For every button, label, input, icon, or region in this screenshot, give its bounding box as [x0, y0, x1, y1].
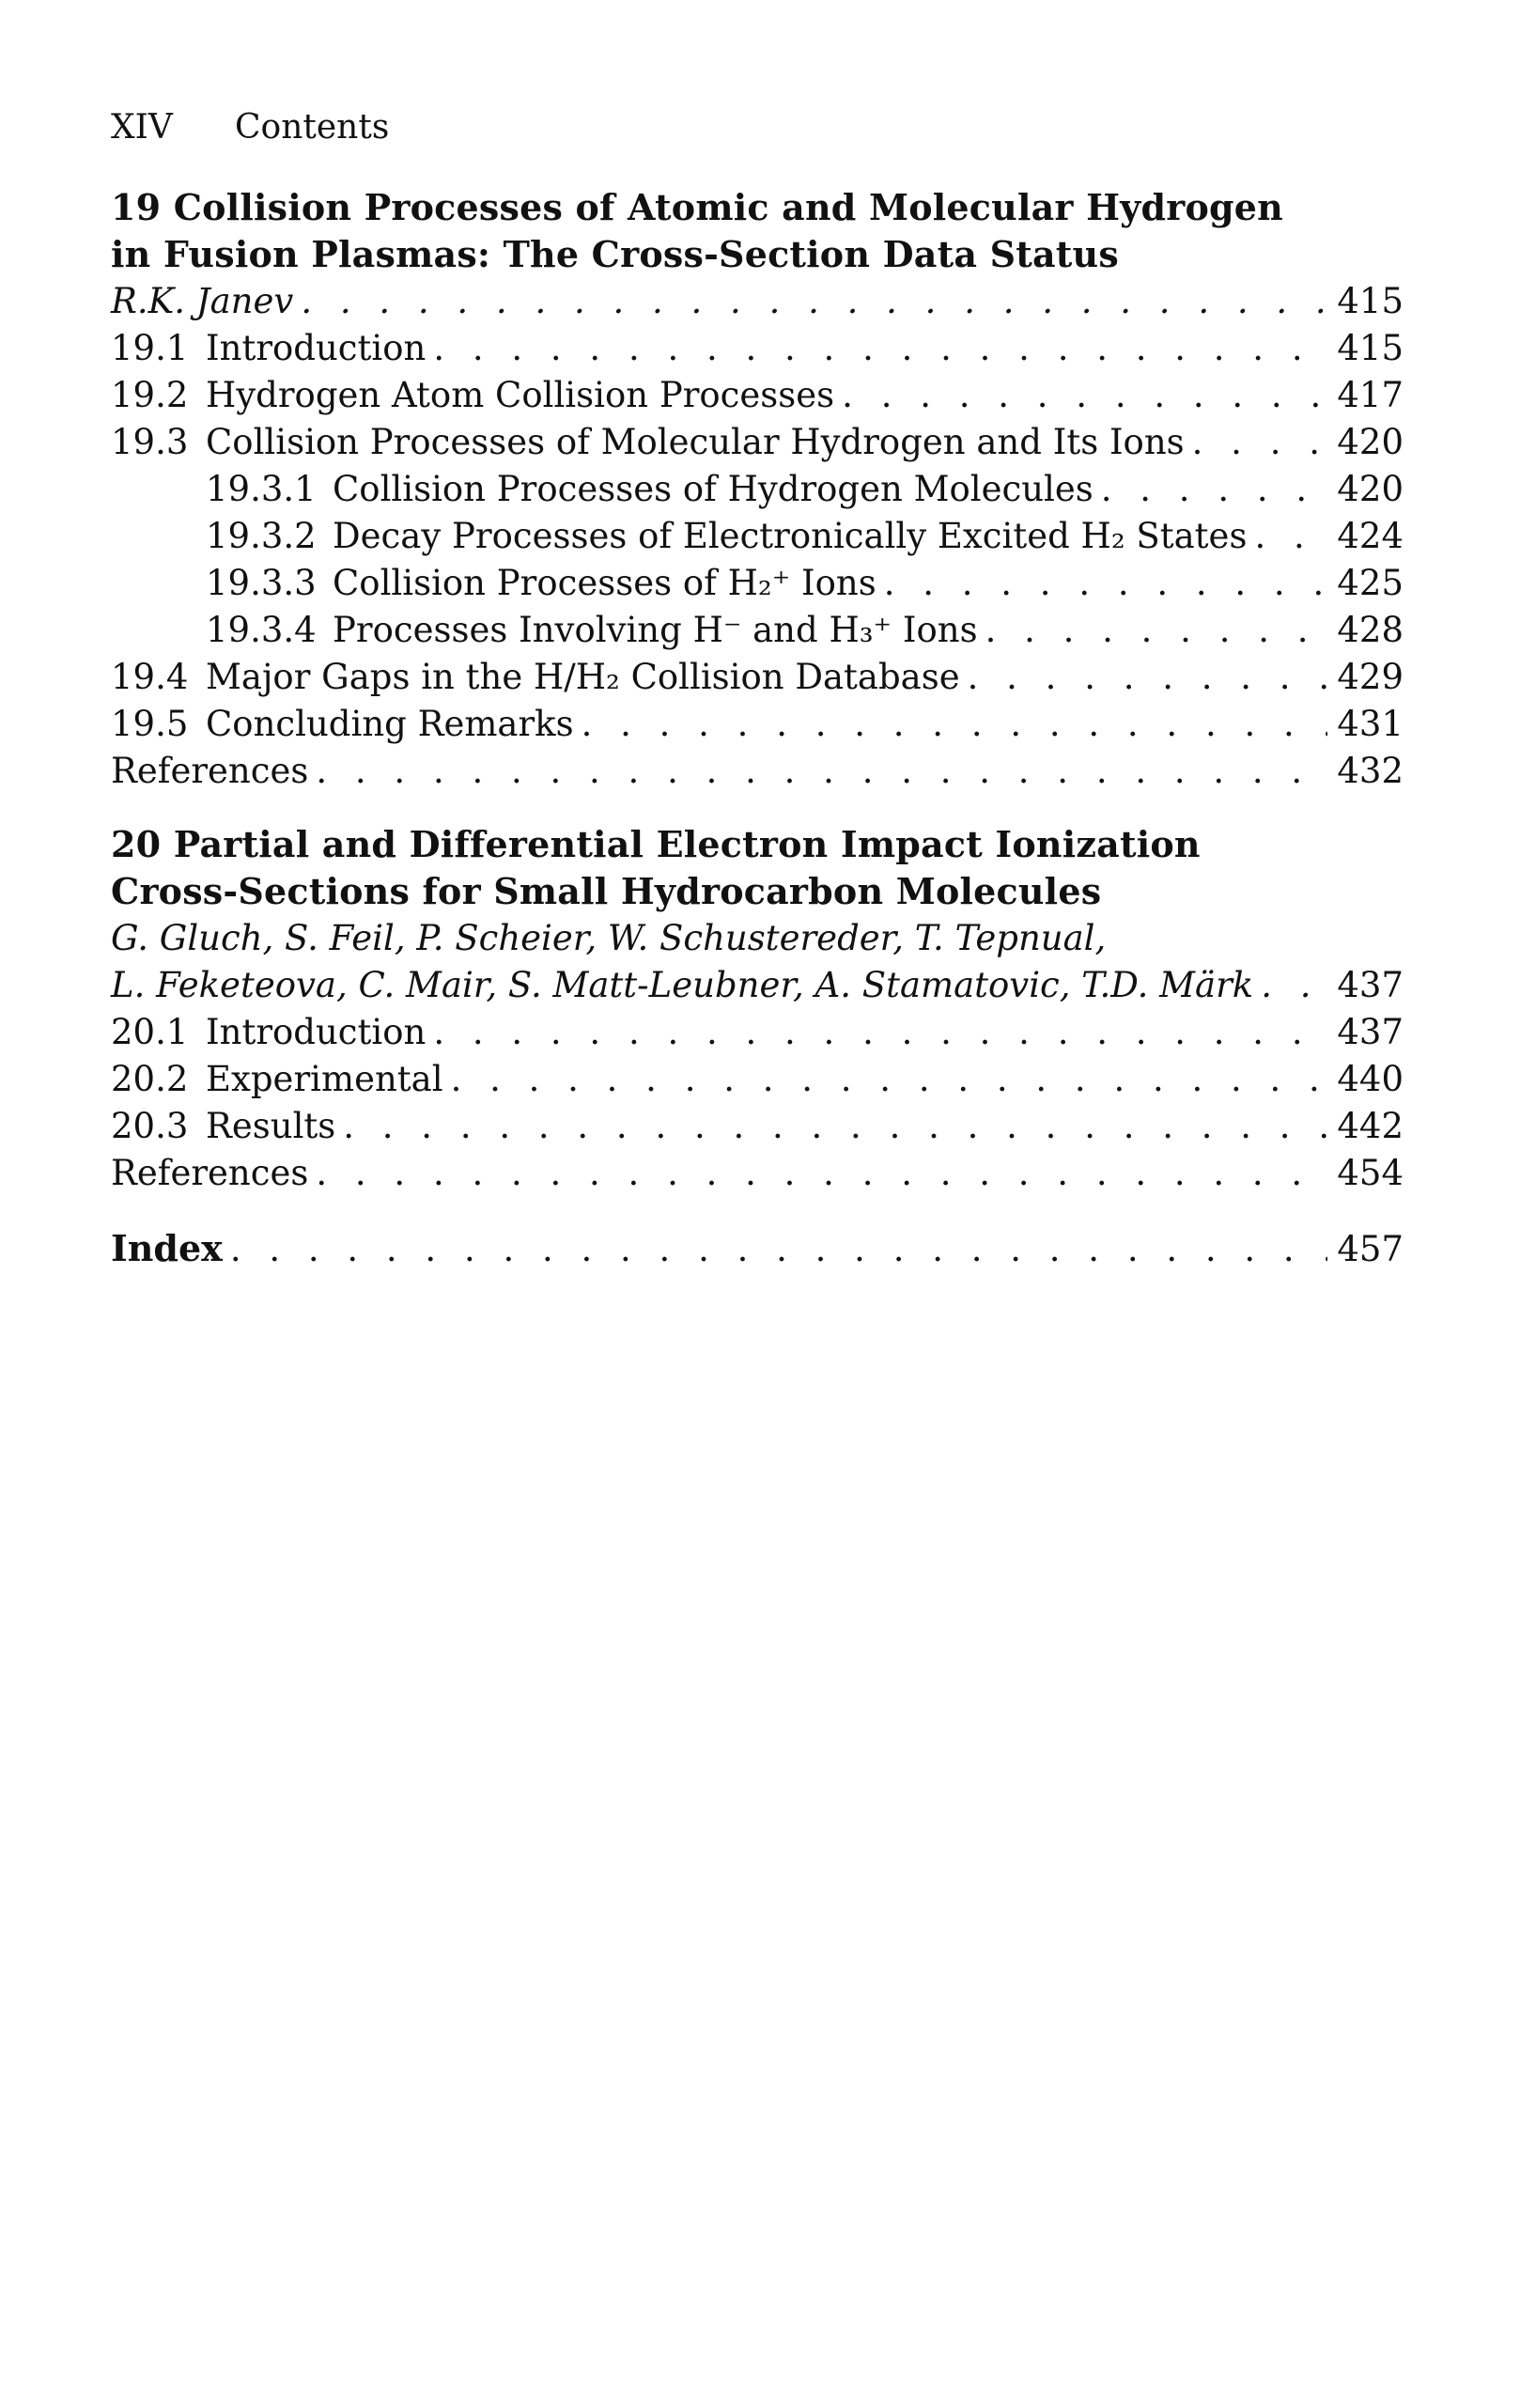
dot-leader	[985, 607, 1328, 654]
page-number: 437	[1337, 965, 1404, 1005]
author-names: G. Gluch, S. Feil, P. Scheier, W. Schustereder, T. Tepnual,	[111, 918, 1107, 958]
author-names: R.K. Janev	[111, 281, 294, 321]
running-head-title: Contents	[235, 108, 390, 147]
section-title: Major Gaps in the H/H₂ Collision Database	[206, 657, 960, 697]
page-number: 424	[1337, 516, 1404, 556]
chapter-title-line: 19 Collision Processes of Atomic and Molecular Hydrogen	[111, 186, 1283, 228]
page-number: 432	[1337, 751, 1404, 791]
subsection-number: 19.3.3	[206, 563, 317, 603]
page-number: 454	[1337, 1153, 1404, 1193]
toc-entry[interactable]	[111, 419, 1404, 466]
author-names: L. Feketeova, C. Mair, S. Matt-Leubner, A. Stamatovic, T.D. Märk	[111, 965, 1254, 1005]
section-number: 19.2	[111, 375, 189, 415]
dot-leader	[433, 325, 1327, 372]
page-number: 420	[1337, 422, 1404, 462]
page-number: 457	[1337, 1229, 1404, 1269]
section-title: Introduction	[206, 1012, 427, 1052]
subsection-title: Processes Involving H⁻ and H₃⁺ Ions	[333, 610, 978, 650]
dot-leader	[230, 1226, 1328, 1273]
dot-leader	[884, 560, 1328, 607]
dot-leader	[842, 372, 1327, 419]
page-number: 415	[1337, 281, 1404, 321]
toc-entry[interactable]	[111, 372, 1404, 419]
section-number: 19.5	[111, 704, 189, 744]
chapter-title-line: 20 Partial and Differential Electron Impact Ionization	[111, 823, 1201, 865]
references-label: References	[111, 1153, 309, 1193]
page-number: 429	[1337, 657, 1404, 697]
dot-leader	[1101, 466, 1328, 513]
subsection-title: Collision Processes of H₂⁺ Ions	[333, 563, 876, 603]
page-number: 431	[1337, 704, 1404, 744]
toc-subentry[interactable]	[111, 466, 1404, 513]
page-number: 415	[1337, 328, 1404, 368]
dot-leader	[582, 701, 1328, 748]
toc-entry[interactable]	[111, 1009, 1404, 1056]
section-number: 20.1	[111, 1012, 189, 1052]
toc-subentry[interactable]	[111, 607, 1404, 654]
subsection-title: Decay Processes of Electronically Excited H₂ States	[333, 516, 1248, 556]
toc-subentry[interactable]	[111, 560, 1404, 607]
section-title: Hydrogen Atom Collision Processes	[206, 375, 835, 415]
page-number: 442	[1337, 1106, 1404, 1146]
page-number: 417	[1337, 375, 1404, 415]
index-label: Index	[111, 1227, 223, 1269]
toc-entry[interactable]	[111, 1103, 1404, 1150]
subsection-number: 19.3.1	[206, 469, 317, 509]
table-of-contents	[111, 184, 1404, 1273]
section-number: 19.3	[111, 422, 189, 462]
chapter-20	[111, 821, 1404, 1197]
dot-leader	[316, 748, 1327, 795]
references-label: References	[111, 751, 309, 791]
toc-entry-references[interactable]	[111, 748, 1404, 795]
dot-leader	[1192, 419, 1328, 466]
page-number: 428	[1337, 610, 1404, 650]
subsection-number: 19.3.2	[206, 516, 317, 556]
dot-leader	[343, 1103, 1327, 1150]
subsection-number: 19.3.4	[206, 610, 317, 650]
toc-subentry[interactable]	[111, 513, 1404, 560]
section-title: Collision Processes of Molecular Hydrogen and Its Ions	[206, 422, 1185, 462]
toc-entry[interactable]	[111, 325, 1404, 372]
section-title: Introduction	[206, 328, 427, 368]
page-folio: XIV	[111, 108, 173, 147]
dot-leader	[1261, 962, 1327, 1009]
section-number: 19.1	[111, 328, 189, 368]
toc-entry[interactable]	[111, 654, 1404, 701]
page-number: 437	[1337, 1012, 1404, 1052]
section-number: 20.2	[111, 1059, 189, 1099]
section-number: 19.4	[111, 657, 189, 697]
dot-leader	[451, 1056, 1328, 1103]
section-number: 20.3	[111, 1106, 189, 1146]
page-number: 420	[1337, 469, 1404, 509]
page-number: 440	[1337, 1059, 1404, 1099]
toc-entry-authors[interactable]	[111, 962, 1404, 1009]
toc-entry-authors[interactable]	[111, 278, 1404, 325]
dot-leader	[1254, 513, 1327, 560]
chapter-title-line: in Fusion Plasmas: The Cross-Section Data Status	[111, 233, 1119, 275]
page-number: 425	[1337, 563, 1404, 603]
dot-leader	[301, 278, 1327, 325]
section-title: Results	[206, 1106, 336, 1146]
toc-entry-index[interactable]	[111, 1225, 1404, 1273]
toc-entry[interactable]	[111, 1056, 1404, 1103]
section-title: Concluding Remarks	[206, 704, 574, 744]
running-head	[111, 105, 389, 150]
section-title: Experimental	[206, 1059, 443, 1099]
dot-leader	[316, 1150, 1327, 1197]
toc-entry[interactable]	[111, 701, 1404, 748]
chapter-title-line: Cross-Sections for Small Hydrocarbon Molecules	[111, 870, 1102, 912]
dot-leader	[433, 1009, 1327, 1056]
subsection-title: Collision Processes of Hydrogen Molecules	[333, 469, 1093, 509]
dot-leader	[968, 654, 1328, 701]
chapter-19	[111, 184, 1404, 795]
toc-entry-references[interactable]	[111, 1150, 1404, 1197]
